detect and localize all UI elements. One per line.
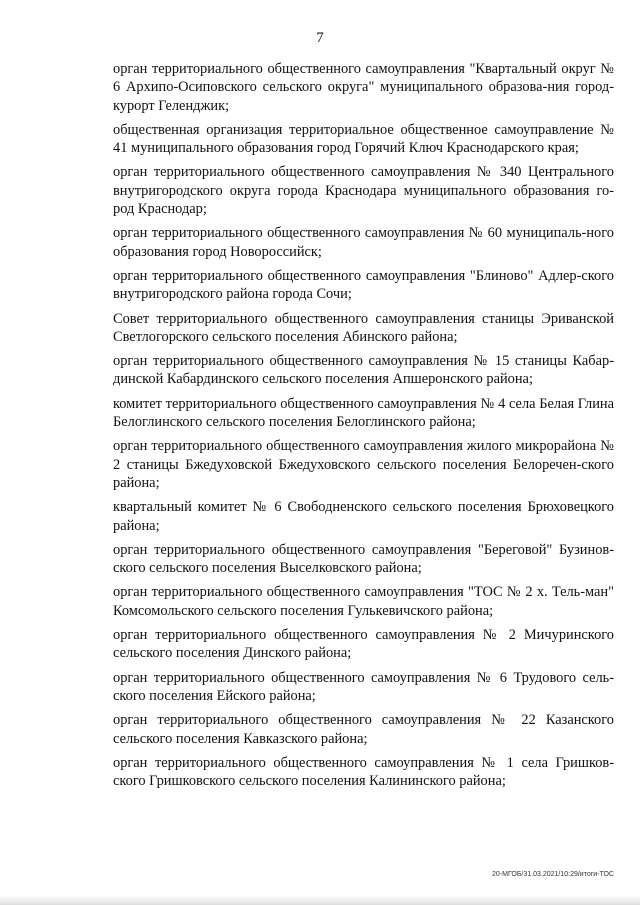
list-entry: орган территориального общественного самоуправления № 2 Мичуринского сельского поселения Динского района; [113, 627, 614, 662]
list-entry: орган территориального общественного самоуправления № 340 Центрального внутригородского округа города Краснодара муниципального образования го-род Краснодар; [113, 164, 614, 218]
scan-edge-shadow [0, 895, 640, 905]
list-entry: орган территориального общественного самоуправления "ТОС № 2 х. Тель-ман" Комсомольского сельского поселения Гулькевичского района; [113, 584, 614, 619]
list-entry: орган территориального общественного самоуправления № 6 Трудового сель-ского поселения Ейского района; [113, 669, 614, 704]
list-entry: Совет территориального общественного самоуправления станицы Эриванской Светлогорского сельского поселения Абинского района; [113, 310, 614, 345]
page-number: 7 [316, 30, 324, 46]
list-entry: орган территориального общественного самоуправления жилого микрорайона № 2 станицы Бжедуховской Бжедуховского сельского поселения Белоречен-ского района; [113, 438, 614, 491]
list-entry: квартальный комитет № 6 Свободненского сельского поселения Брюховецкого района; [113, 499, 614, 534]
list-entry: орган территориального общественного самоуправления № 22 Казанского сельского поселения Кавказского района; [113, 712, 614, 747]
entry-list [113, 60, 614, 796]
list-entry: орган территориального общественного самоуправления "Квартальный округ № 6 Архипо-Осиповского сельского округа" муниципального образова-ния город-курорт Геленджик; [113, 61, 614, 114]
list-entry: орган территориального общественного самоуправления № 60 муниципаль-ного образования город Новороссийск; [113, 225, 614, 260]
list-entry: орган территориального общественного самоуправления "Блиново" Адлер-ского внутригородского района города Сочи; [113, 267, 614, 303]
list-entry: орган территориального общественного самоуправления № 15 станицы Кабар-динской Кабардинского сельского поселения Апшеронского района; [113, 353, 614, 388]
list-entry: орган территориального общественного самоуправления № 1 села Гришков-ского Гришковского сельского поселения Калининского района; [113, 754, 614, 790]
list-entry: общественная организация территориальное общественное самоуправление № 41 муниципального образования город Горячий Ключ Краснодарского края; [113, 121, 614, 157]
list-entry: комитет территориального общественного самоуправления № 4 села Белая Глина Белоглинского сельского поселения Белоглинского района; [113, 395, 614, 431]
document-footer-code: 20-МГОБ/31.03.2021/10:29/итоги-ТОС [492, 871, 614, 878]
list-entry: орган территориального общественного самоуправления "Береговой" Бузинов-ского сельского поселения Выселковского района; [113, 541, 614, 577]
